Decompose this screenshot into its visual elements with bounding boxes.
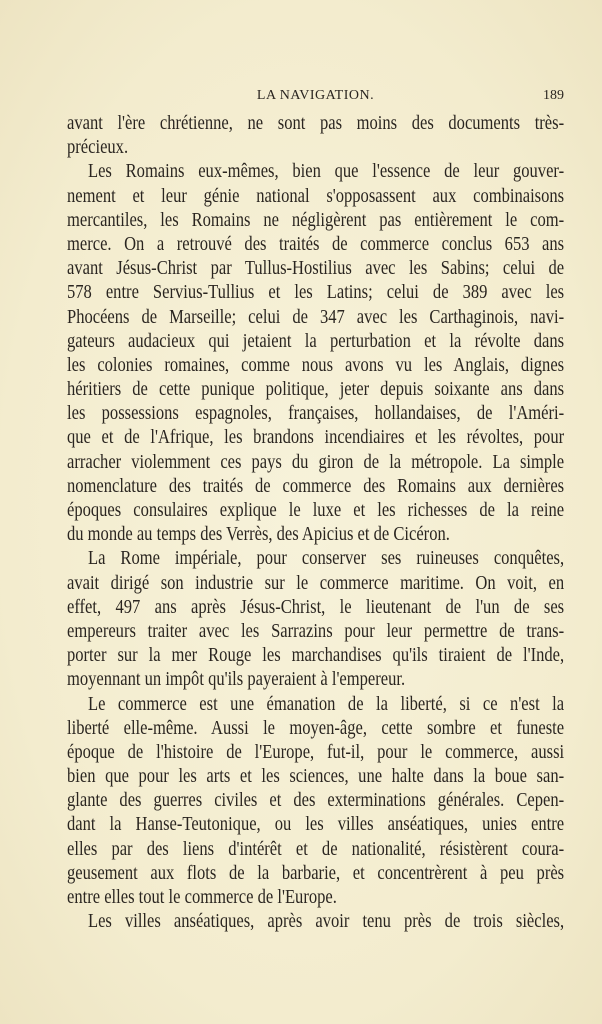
text-line: avant l'ère chrétienne, ne sont pas moins des documents très- <box>67 112 565 134</box>
text-line: les colonies romaines, comme nous avons vu les Anglais, dignes <box>67 353 565 376</box>
paragraph <box>67 546 564 691</box>
text-line: époques consulaires explique le luxe et les richesses de la reine <box>67 499 565 521</box>
text-line: héritiers de cette punique politique, jeter depuis soixante ans dans <box>67 378 565 401</box>
text-line: avait dirigé son industrie sur le commerce maritime. On voit, en <box>67 571 565 594</box>
text-line: Les villes anséatiques, après avoir tenu près de trois siècles, <box>87 910 565 933</box>
text-line: gateurs audacieux qui jetaient la perturbation et la révolte dans <box>67 329 565 352</box>
page-header <box>67 86 564 108</box>
paragraph <box>67 909 564 933</box>
text-line: mercantiles, les Romains ne négligèrent pas entièrement le com- <box>67 208 565 231</box>
text-line: époque de l'histoire de l'Europe, fut-il, pour le commerce, aussi <box>67 740 565 763</box>
paragraph <box>67 159 564 546</box>
text-line: liberté elle-même. Aussi le moyen-âge, cette sombre et funeste <box>67 716 565 739</box>
text-line: effet, 497 ans après Jésus-Christ, le lieutenant de l'un de ses <box>67 595 565 618</box>
text-line: avant Jésus-Christ par Tullus-Hostilius avec les Sabins; celui de <box>67 257 565 280</box>
text-line: les possessions espagnoles, françaises, hollandaises, de l'Améri- <box>67 402 565 425</box>
paragraph <box>67 111 564 159</box>
text-line: du monde au temps des Verrès, des Apicius et de Cicéron. <box>67 523 450 546</box>
text-line: dant la Hanse-Teutonique, ou les villes anséatiques, unies entre <box>67 813 565 836</box>
text-line: que et de l'Afrique, les brandons incendiaires et les révoltes, pour <box>67 426 565 449</box>
text-line: 578 entre Servius-Tullius et les Latins; celui de 389 avec les <box>67 281 565 304</box>
text-line: La Rome impériale, pour conserver ses ruineuses conquêtes, <box>87 547 565 570</box>
text-line: merce. On a retrouvé des traités de commerce conclus 653 ans <box>67 232 565 255</box>
text-line: porter sur la mer Rouge les marchandises qu'ils tiraient de l'Inde, <box>67 644 565 667</box>
text-line: moyennant un impôt qu'ils payeraient à l'empereur. <box>67 668 406 691</box>
text-line: empereurs traiter avec les Sarrazins pour leur permettre de trans- <box>67 619 565 642</box>
text-line: geusement aux flots de la barbarie, et concentrèrent à peu près <box>67 861 565 884</box>
text-line: glante des guerres civiles et des exterminations générales. Cepen- <box>67 789 565 812</box>
running-title: LA NAVIGATION. <box>256 88 375 103</box>
text-line: bien que pour les arts et les sciences, une halte dans la boue san- <box>67 765 565 788</box>
text-line: Phocéens de Marseille; celui de 347 avec les Carthaginois, navi- <box>67 305 565 328</box>
text-line: nomenclature des traités de commerce des Romains aux dernières <box>67 474 565 497</box>
body-text <box>67 111 564 933</box>
text-line: Le commerce est une émanation de la liberté, si ce n'est la <box>87 692 565 715</box>
text-line: elles par des liens d'intérêt et de nationalité, résistèrent coura- <box>67 837 565 860</box>
text-line: Les Romains eux-mêmes, bien que l'essence de leur gouver- <box>87 160 565 183</box>
text-line: nement et leur génie national s'opposassent aux combinaisons <box>67 184 565 207</box>
text-line: entre elles tout le commerce de l'Europe. <box>67 886 337 908</box>
text-line: arracher violemment ces pays du giron de la métropole. La simple <box>67 450 565 473</box>
page-number: 189 <box>543 88 564 103</box>
text-line: précieux. <box>67 136 129 159</box>
paragraph <box>67 692 564 910</box>
